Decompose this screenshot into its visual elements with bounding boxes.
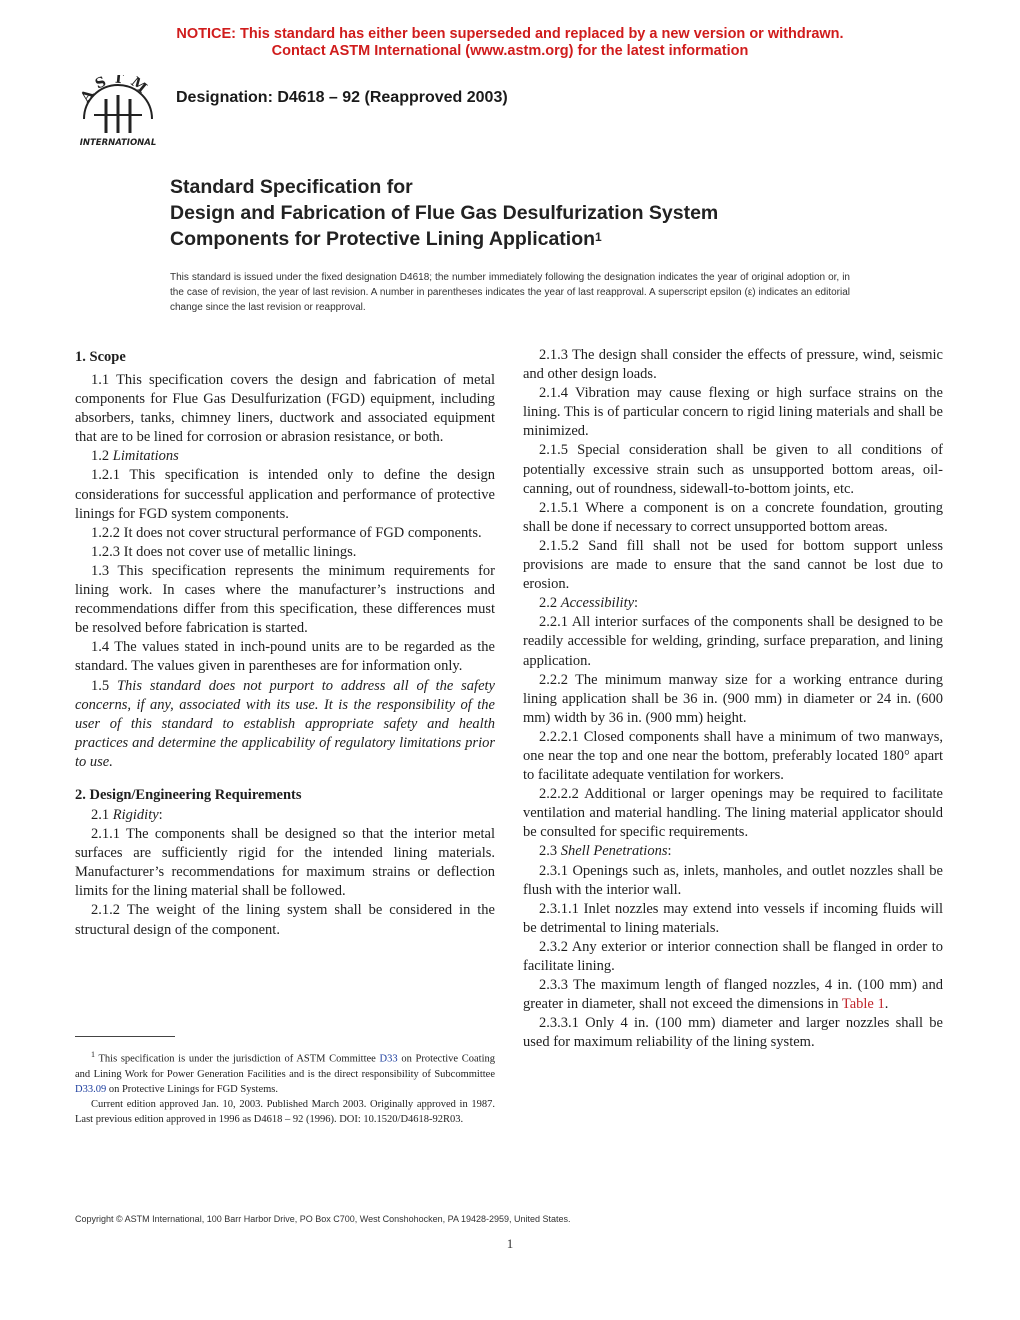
paragraph-2-1-4: 2.1.4 Vibration may cause flexing or high surface strains on the lining. This is of particular concern to rigid lining materials and shall be minimized. <box>523 385 943 440</box>
paragraph-2-3-3-1: 2.3.3.1 Only 4 in. (100 mm) diameter and larger nozzles shall be used for maximum reliability of the lining system. <box>523 1015 943 1051</box>
svg-text:ASTM: ASTM <box>77 75 155 106</box>
svg-text:INTERNATIONAL: INTERNATIONAL <box>79 138 157 148</box>
paragraph-2-2-1: 2.2.1 All interior surfaces of the components shall be designed to be readily accessible for welding, grinding, surface preparation, and lining application. <box>523 614 943 669</box>
withdrawal-notice <box>0 26 1020 60</box>
committee-d33-link[interactable]: D33 <box>379 1053 398 1065</box>
paragraph-1-2-3: 1.2.3 It does not cover use of metallic linings. <box>91 543 357 560</box>
document-title <box>170 174 890 252</box>
paragraph-2-1-1: 2.1.1 The components shall be designed so that the interior metal surfaces are sufficiently rigid for the intended lining materials. Manufacturer’s recommendations for maximum strains or deflection limits for the lining material shall be followed. <box>75 826 495 900</box>
title-line-1: Standard Specification for <box>170 176 413 198</box>
paragraph-2-1-5-2: 2.1.5.2 Sand fill shall not be used for bottom support unless provisions are made to ensure that the sand cannot be lost due to erosion. <box>523 537 943 593</box>
paragraph-2-2-2-2: 2.2.2.2 Additional or larger openings may be required to facilitate ventilation and material handling. The lining material applicator should be consulted for specific requirements. <box>523 786 943 841</box>
left-column <box>75 346 495 940</box>
paragraph-2-1-2: 2.1.2 The weight of the lining system shall be considered in the structural design of the component. <box>75 902 495 938</box>
title-line-2: Design and Fabrication of Flue Gas Desulfurization System <box>170 202 719 224</box>
astm-logo-icon <box>76 75 160 149</box>
paragraph-2-2-2-1: 2.2.2.1 Closed components shall have a minimum of two manways, one near the top and one near the bottom, preferably located 180° apart to facilitate adequate ventilation for workers. <box>523 728 943 784</box>
section-heading-scope: 1. Scope <box>75 349 126 365</box>
footnote-divider <box>75 1036 175 1037</box>
astm-logo <box>76 75 160 149</box>
table-1-link[interactable]: Table 1 <box>841 996 885 1013</box>
paragraph-2-3: 2.3 Shell Penetrations: <box>539 843 672 860</box>
paragraph-2-3-1: 2.3.1 Openings such as, inlets, manholes, and outlet nozzles shall be flush with the interior wall. <box>523 862 943 898</box>
paragraph-2-3-1-1: 2.3.1.1 Inlet nozzles may extend into vessels if incoming fluids will be detrimental to lining materials. <box>523 900 943 936</box>
paragraph-2-3-3: 2.3.3 The maximum length of flanged nozzles, 4 in. (100 mm) and greater in diameter, shall not exceed the dimensions in Table 1. <box>523 977 943 1013</box>
paragraph-2-1-5-1: 2.1.5.1 Where a component is on a concrete foundation, grouting shall be done if necessary to correct unsupported bottom areas. <box>523 499 943 535</box>
paragraph-2-2: 2.2 Accessibility: <box>539 595 639 612</box>
section-heading-design: 2. Design/Engineering Requirements <box>75 786 302 803</box>
footnote-edition: Current edition approved Jan. 10, 2003. Published March 2003. Originally approved in 1987. Last previous edition approved in 1996 as D4618 – 92 (1996). DOI: 10.1520/D4618-92R03. <box>75 1098 495 1125</box>
notice-line-1: NOTICE: This standard has either been superseded and replaced by a new version or withdrawn. <box>176 26 844 42</box>
paragraph-2-1-5: 2.1.5 Special consideration shall be given to all conditions of potentially excessive strain such as unsupported bottom areas, oil-canning, out of roundness, sidewall-to-bottom joints, etc. <box>523 442 943 497</box>
page-number: 1 <box>506 1236 514 1251</box>
title-footnote-mark: 1 <box>595 230 602 244</box>
copyright: Copyright © ASTM International, 100 Barr Harbor Drive, PO Box C700, West Conshohocken, PA 19428-2959, United States. <box>75 1214 571 1224</box>
paragraph-2-1-3: 2.1.3 The design shall consider the effects of pressure, wind, seismic and other design loads. <box>523 347 943 383</box>
paragraph-1-2: 1.2 Limitations <box>91 448 179 465</box>
title-line-3: Components for Protective Lining Application$^1$ <box>170 228 602 250</box>
footnote-jurisdiction: $^1$ This specification is under the jurisdiction of ASTM Committee D33 on Protective Coating and Lining Work for Power Generation Facilities and is the direct responsibility of Subcommittee D33.09 on Protective Linings for FGD Systems. <box>75 1050 495 1095</box>
paragraph-2-3-2: 2.3.2 Any exterior or interior connection shall be flanged in order to facilitate lining. <box>523 938 943 974</box>
subcommittee-d33-09-link[interactable]: D33.09 <box>75 1083 107 1095</box>
paragraph-1-2-2: 1.2.2 It does not cover structural performance of FGD components. <box>91 524 482 541</box>
paragraph-2-1: 2.1 Rigidity: <box>91 806 163 823</box>
paragraph-1-3: 1.3 This specification represents the minimum requirements for lining work. In cases where the manufacturer’s instructions and recommendations differ from this specification, these differences must be resolved before fabrication is started. <box>75 562 495 637</box>
designation: Designation: D4618 – 92 (Reapproved 2003) <box>176 89 508 106</box>
footnote <box>75 1047 495 1127</box>
right-column <box>523 346 943 1052</box>
paragraph-1-2-1: 1.2.1 This specification is intended only to define the design considerations for successful application and performance of protective linings for FGD system components. <box>75 467 495 522</box>
paragraph-1-4: 1.4 The values stated in inch-pound units are to be regarded as the standard. The values given in parentheses are for information only. <box>75 639 495 675</box>
paragraph-1-1: 1.1 This specification covers the design and fabrication of metal components for Flue Gas Desulfurization (FGD) equipment, including absorbers, tanks, chimney liners, ductwork and associated equipment that are to be lined for corrosion or abrasion resistance, or both. <box>75 372 495 446</box>
notice-line-2: Contact ASTM International (www.astm.org) for the latest information <box>271 43 749 59</box>
footnote-mark: 1 <box>91 1050 95 1059</box>
paragraph-1-5: 1.5 This standard does not purport to address all of the safety concerns, if any, associated with its use. It is the responsibility of the user of this standard to establish appropriate safety and health practices and determine the applicability of regulatory limitations prior to use. <box>75 677 495 770</box>
paragraph-2-2-2: 2.2.2 The minimum manway size for a working entrance during lining application shall be 36 in. (900 mm) in diameter or 24 in. (600 mm) width by 36 in. (900 mm) height. <box>523 671 943 726</box>
standard-intro: This standard is issued under the fixed designation D4618; the number immediately following the designation indicates the year of original adoption or, in the case of revision, the year of last revision. A number in parentheses indicates the year of last reapproval. A superscript epsilon (ε) indicates an editorial change since the last revision or reapproval. <box>170 272 850 313</box>
